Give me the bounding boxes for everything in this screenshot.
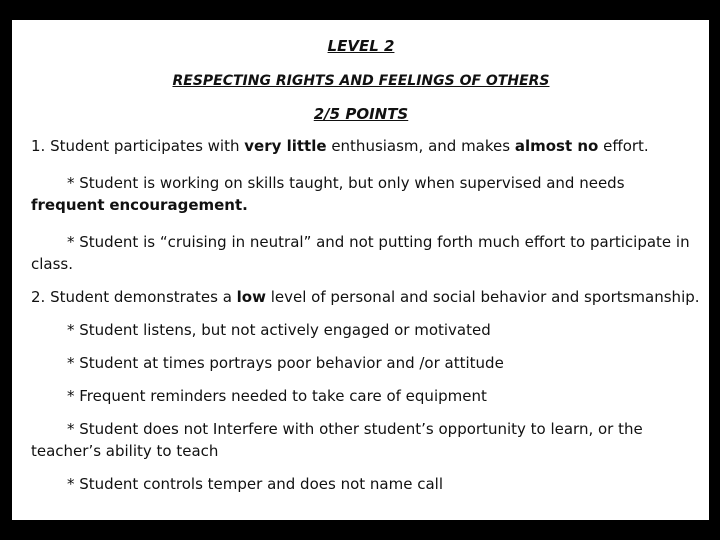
document-slide [12,20,709,520]
detail-2-text: * Student is “cruising in neutral” and not putting forth much effort to participate in class. [31,233,690,273]
criterion-2-text-b: level of personal and social behavior and sportsmanship. [265,288,700,306]
level-heading: LEVEL 2 [327,37,395,55]
criterion-1-text-b: enthusiasm, and makes [326,137,515,155]
criterion-2-detail-2 [31,352,691,374]
criterion-1-bold-a: very little [244,137,327,155]
criterion-2-text-a: 2. Student demonstrates a [31,288,237,306]
criterion-1-detail-2 [31,231,691,275]
detail-1-bold-b: encouragement [109,196,243,214]
criterion-2-bold: low [236,288,266,306]
criterion-1-detail-1 [31,172,691,216]
criterion-2 [31,286,700,308]
criterion-1-text-a: 1. Student participates with [31,137,245,155]
criterion-1-bold-b: almost no [514,137,599,155]
criterion-2-detail-5 [31,473,691,495]
criterion-2-detail-4 [31,418,691,462]
criterion-2-detail-1 [31,319,691,341]
detail-1-text: * Student is working on skills taught, but only when supervised and needs [67,174,625,192]
detail-4-text: * Student at times portrays poor behavior and /or attitude [67,354,504,372]
detail-6-text: * Student does not Interfere with other student’s opportunity to learn, or the teacher’s ability to teach [31,420,643,460]
detail-3-text: * Student listens, but not actively engaged or motivated [67,321,491,339]
criterion-1-text-c: effort. [598,137,649,155]
criterion-1 [31,135,691,157]
detail-5-text: * Frequent reminders needed to take care of equipment [67,387,487,405]
detail-1-bold-a: frequent [31,196,105,214]
criterion-2-detail-3 [31,385,691,407]
points-heading: 2/5 POINTS [313,105,409,123]
detail-1-end: . [242,196,248,214]
detail-7-text: * Student controls temper and does not name call [67,475,443,493]
topic-heading: RESPECTING RIGHTS AND FEELINGS OF OTHERS [172,73,550,89]
